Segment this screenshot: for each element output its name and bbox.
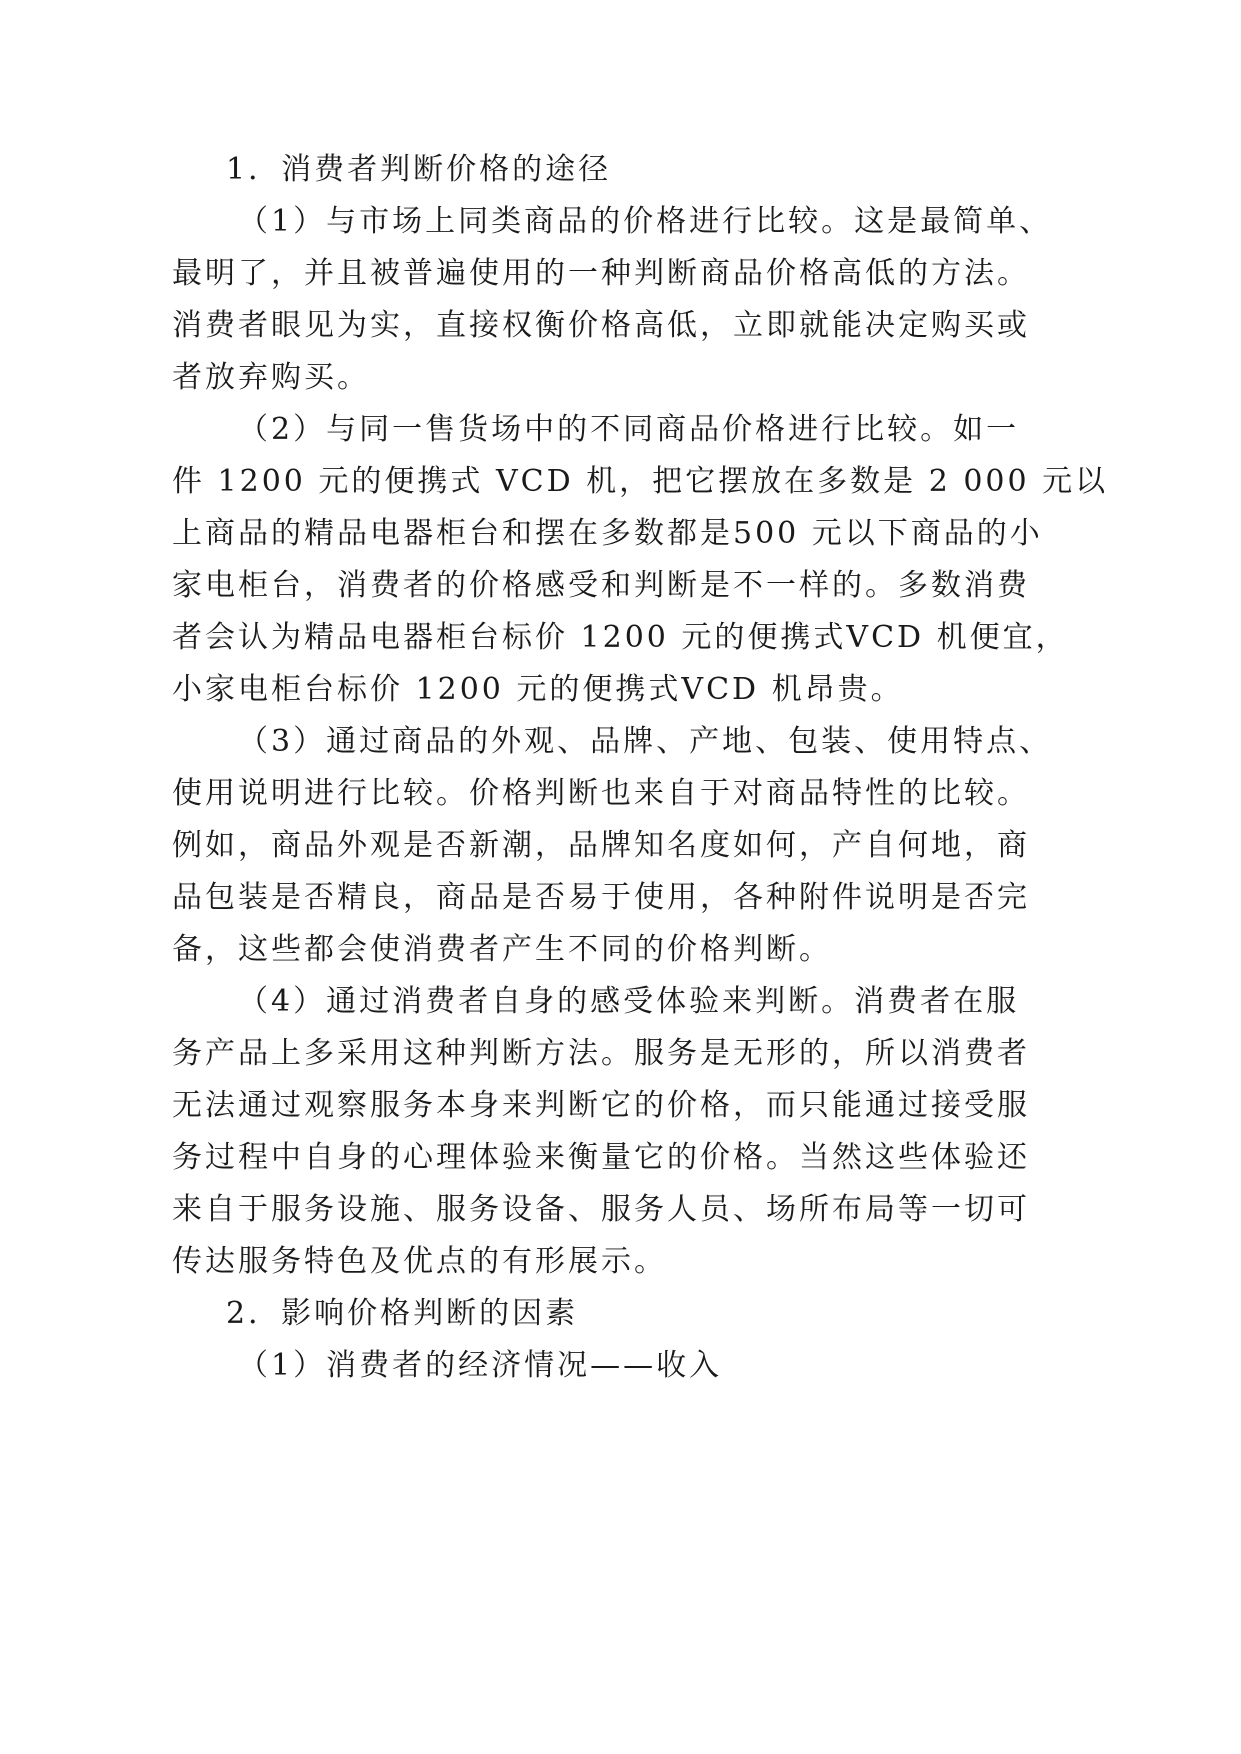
subheading-2-1: （1）消费者的经济情况——收入 — [238, 1348, 723, 1383]
paragraph-4-line-5: 来自于服务设施、服务设备、服务人员、场所布局等一切可 — [172, 1192, 1030, 1227]
paragraph-4-line-6: 传达服务特色及优点的有形展示。 — [172, 1244, 667, 1279]
paragraph-4-line-4: 务过程中自身的心理体验来衡量它的价格。当然这些体验还 — [172, 1140, 1030, 1175]
section-heading-2: 2．影响价格判断的因素 — [226, 1296, 579, 1331]
paragraph-2-line-1: （2）与同一售货场中的不同商品价格进行比较。如一 — [238, 412, 1020, 447]
section-heading-1: 1．消费者判断价格的途径 — [226, 152, 612, 187]
paragraph-3-line-4: 品包装是否精良，商品是否易于使用，各种附件说明是否完 — [172, 880, 1030, 915]
paragraph-2-line-6: 小家电柜台标价 1200 元的便携式VCD 机昂贵。 — [172, 672, 904, 707]
paragraph-3-line-2: 使用说明进行比较。价格判断也来自于对商品特性的比较。 — [172, 776, 1030, 811]
paragraph-2-line-2: 件 1200 元的便携式 VCD 机，把它摆放在多数是 2 000 元以 — [172, 464, 1109, 499]
paragraph-3-line-5: 备，这些都会使消费者产生不同的价格判断。 — [172, 932, 832, 967]
paragraph-2-line-4: 家电柜台，消费者的价格感受和判断是不一样的。多数消费 — [172, 568, 1030, 603]
paragraph-2-line-5: 者会认为精品电器柜台标价 1200 元的便携式VCD 机便宜， — [172, 620, 1069, 655]
paragraph-2-line-3: 上商品的精品电器柜台和摆在多数都是500 元以下商品的小 — [172, 516, 1043, 551]
paragraph-1-line-3: 消费者眼见为实，直接权衡价格高低，立即就能决定购买或 — [172, 308, 1030, 343]
paragraph-4-line-2: 务产品上多采用这种判断方法。服务是无形的，所以消费者 — [172, 1036, 1030, 1071]
paragraph-4-line-3: 无法通过观察服务本身来判断它的价格，而只能通过接受服 — [172, 1088, 1030, 1123]
paragraph-3-line-1: （3）通过商品的外观、品牌、产地、包装、使用特点、 — [238, 724, 1053, 759]
paragraph-4-line-1: （4）通过消费者自身的感受体验来判断。消费者在服 — [238, 984, 1020, 1019]
paragraph-1-line-4: 者放弃购买。 — [172, 360, 370, 395]
paragraph-3-line-3: 例如，商品外观是否新潮，品牌知名度如何，产自何地，商 — [172, 828, 1030, 863]
paragraph-1-line-1: （1）与市场上同类商品的价格进行比较。这是最简单、 — [238, 204, 1053, 239]
paragraph-1-line-2: 最明了，并且被普遍使用的一种判断商品价格高低的方法。 — [172, 256, 1030, 291]
